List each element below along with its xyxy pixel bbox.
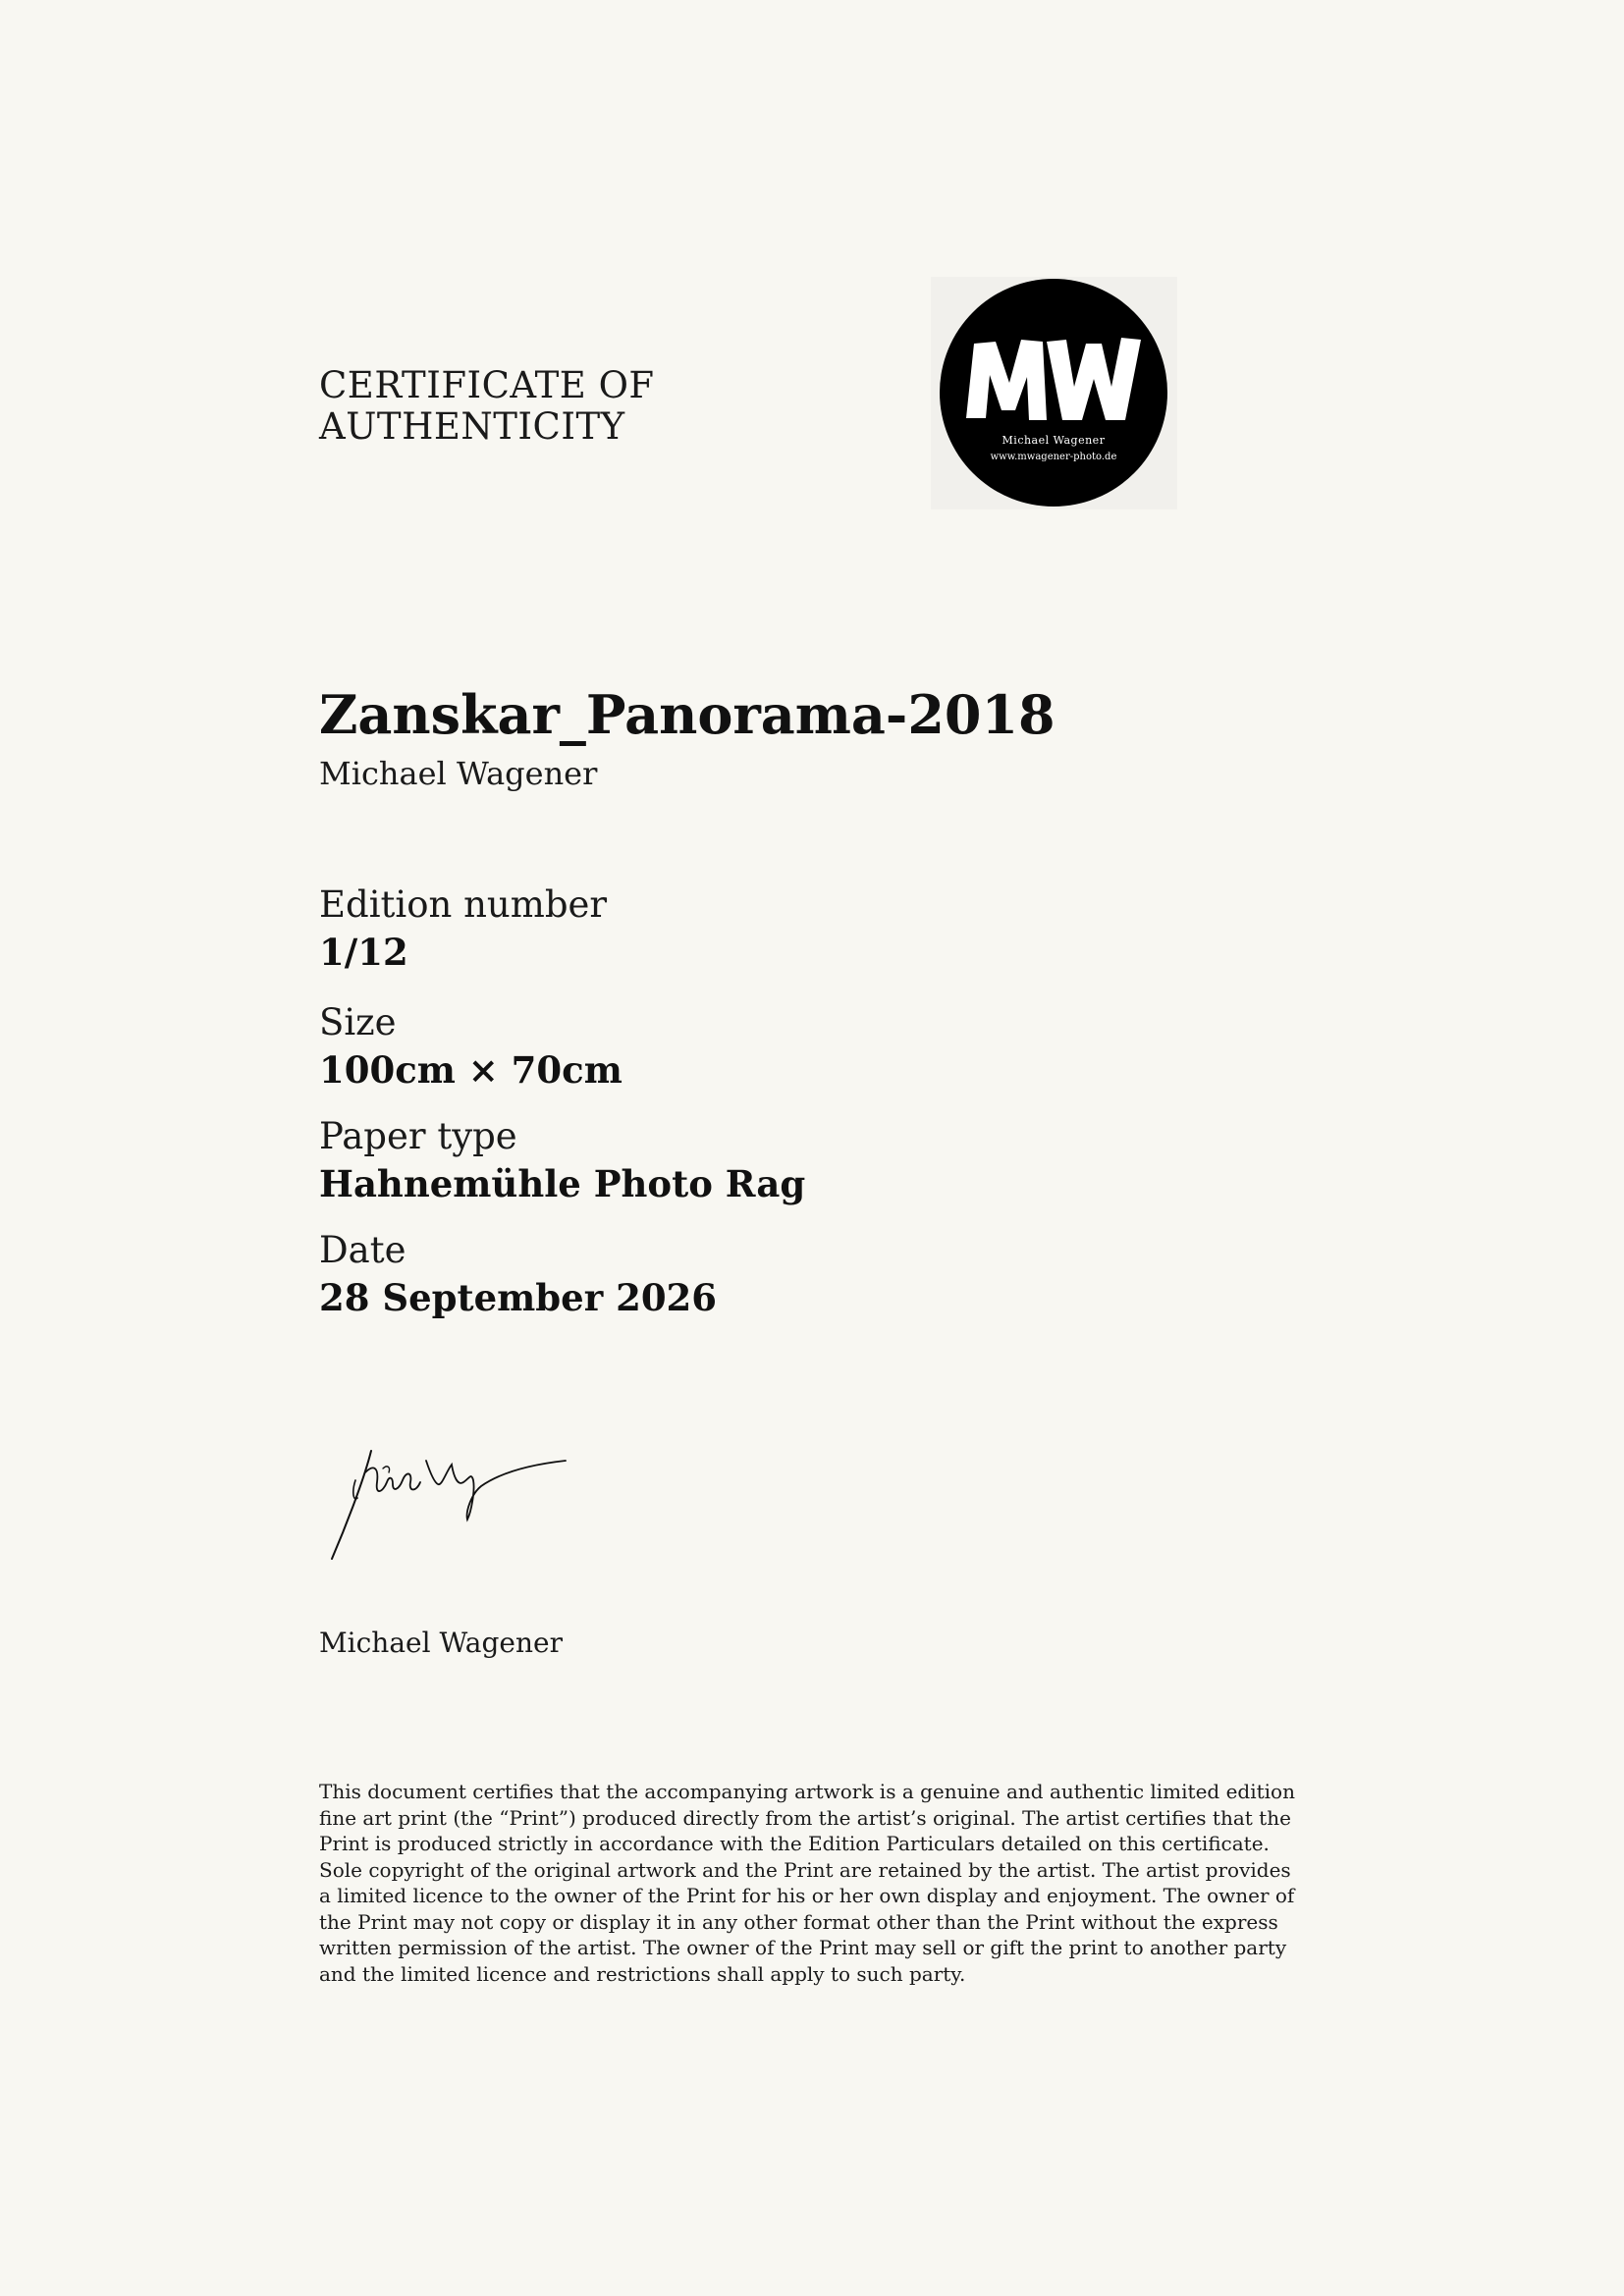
logo-website: www.mwagener-photo.de (990, 452, 1117, 462)
artist-name: Michael Wagener (319, 755, 598, 792)
size-label: Size (319, 1001, 397, 1043)
date-value: 28 September 2026 (319, 1276, 718, 1319)
edition-number-value: 1/12 (319, 931, 408, 974)
size-value: 100cm × 70cm (319, 1048, 623, 1092)
mw-logo (931, 277, 1177, 509)
signature (324, 1443, 569, 1566)
signer-name: Michael Wagener (319, 1627, 563, 1659)
date-label: Date (319, 1229, 406, 1271)
logo-name: Michael Wagener (1001, 434, 1106, 447)
certificate-heading (319, 365, 655, 448)
edition-number-label: Edition number (319, 883, 608, 926)
certificate-heading-line2: AUTHENTICITY (319, 405, 625, 448)
artwork-title: Zanskar_Panorama-2018 (319, 683, 1056, 746)
mw-logo-graphic (931, 277, 1177, 509)
certification-disclaimer: This document certifies that the accompanying artwork is a genuine and authentic limited edition fine art print (the “Print”) produced directly from the artist’s original. The artist certifies that the Print is produced strictly in accordance with the Edition Particulars detailed on this certificate. Sole copyright of the original artwork and the Print are retained by the artist. The artist provides a limited licence to the owner of the Print for his or her own display and enjoyment. The owner of the Print may not copy or display it in any other format other than the Print without the express written permission of the artist. The owner of the Print may sell or gift the print to another party and the limited licence and restrictions shall apply to such party. (319, 1780, 1295, 1986)
paper-type-value: Hahnemühle Photo Rag (319, 1162, 806, 1205)
certificate-heading-line1: CERTIFICATE OF (319, 364, 655, 406)
paper-type-label: Paper type (319, 1115, 517, 1157)
